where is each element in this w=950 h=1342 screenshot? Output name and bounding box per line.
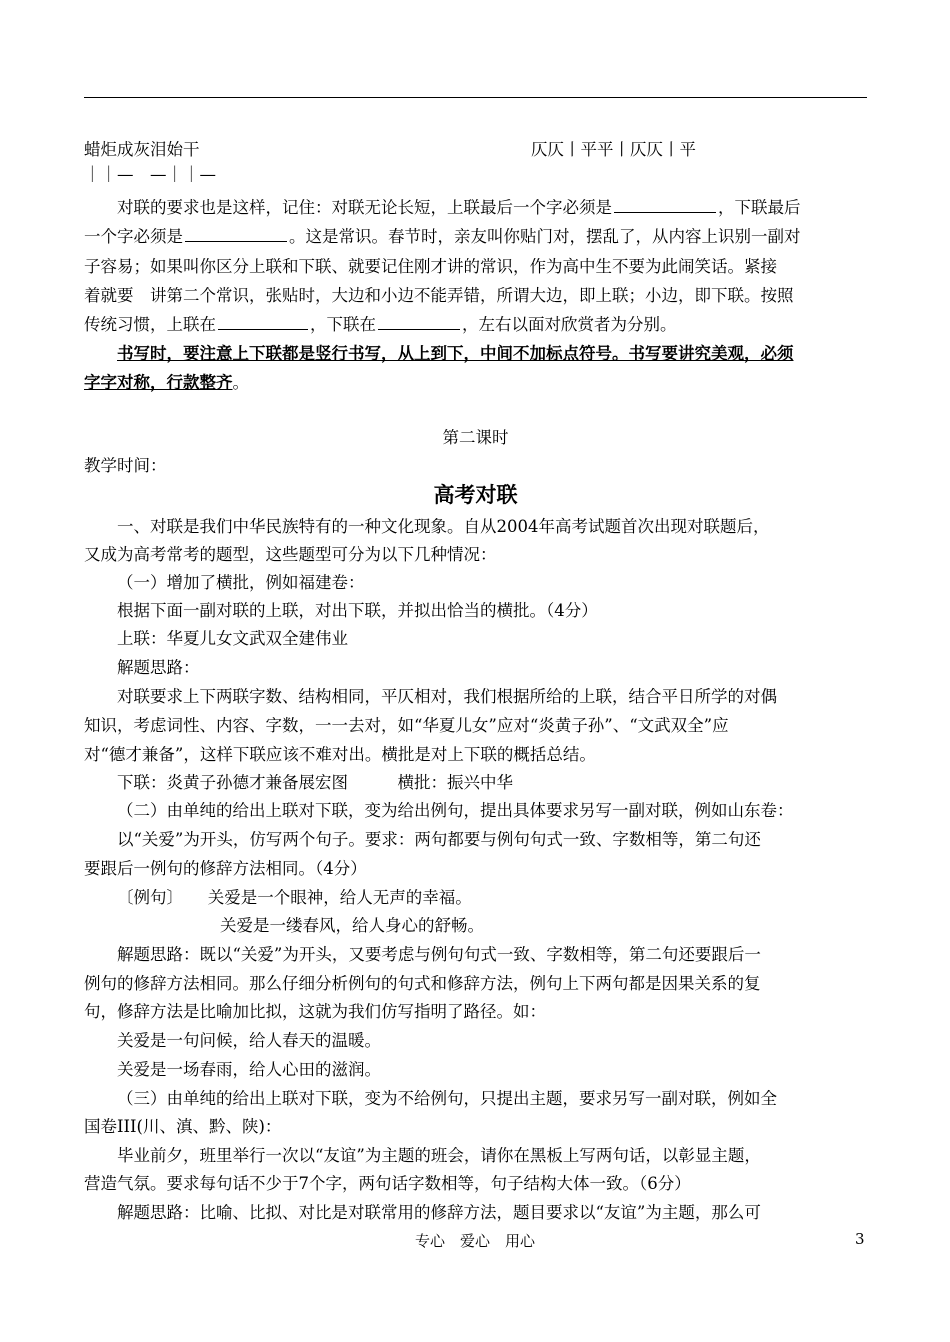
fill-blank[interactable] [185, 224, 287, 242]
bold-text: 字字对称，行款整齐 [84, 373, 233, 392]
body-line: 对“德才兼备”，这样下联应该不难对出。横批是对上下联的概括总结。 [84, 745, 596, 764]
fill-blank[interactable] [614, 195, 716, 213]
paragraph-line: 着就要 讲第二个常识，张贴时，大边和小边不能弄错，所谓大边，即上联；小边，即下联。按照 [84, 286, 794, 305]
body-line: 知识，考虑词性、内容、字数，一一去对，如“华夏儿女”应对“炎黄子孙”、“文武双全”应 [84, 716, 729, 735]
text: ，下联在 [310, 315, 376, 334]
text: 一个字必须是 [84, 227, 183, 246]
tone-marks: ｜｜— —｜｜— [84, 165, 216, 184]
body-line: 上联：华夏儿女文武双全建伟业 [117, 629, 348, 648]
body-line: 根据下面一副对联的上联，对出下联，并拟出恰当的横批。（4分） [117, 601, 598, 620]
paragraph-line: 子容易；如果叫你区分上联和下联、就要记住刚才讲的常识，作为高中生不要为此闹笑话。紧接 [84, 257, 777, 276]
couplet-line [84, 137, 867, 162]
paragraph-line [84, 312, 867, 337]
bold-note [84, 370, 867, 395]
bold-text: 书写时，要注意上下联都是竖行书写，从上到下，中间不加标点符号。书写要讲究美观，必须 [117, 344, 794, 363]
footer-motto: 专心 爱心 用心 [414, 1232, 535, 1250]
body-line: 解题思路：既以“关爱”为开头，又要考虑与例句句式一致、字数相等，第二句还要跟后一 [117, 945, 761, 964]
couplet-text: 蜡炬成灰泪始干 [84, 140, 200, 159]
body-line: （一）增加了横批，例如福建卷： [117, 573, 365, 592]
body-line: 关爱是一句问候，给人春天的温暖。 [117, 1031, 381, 1050]
bold-note [84, 341, 900, 366]
fill-blank[interactable] [218, 312, 308, 330]
body-line: （二）由单纯的给出上联对下联，变为给出例句，提出具体要求另写一副对联，例如山东卷： [117, 801, 794, 820]
body-line: 营造气氛。要求每句话不少于7个字，两句话字数相等，句子结构大体一致。（6分） [84, 1174, 691, 1193]
lesson-heading: 第二课时 [442, 428, 509, 447]
body-line: 一、对联是我们中华民族特有的一种文化现象。自从2004年高考试题首次出现对联题后， [117, 517, 770, 536]
body-line: 对联要求上下两联字数、结构相同，平仄相对，我们根据所给的上联，结合平日所学的对偶 [117, 687, 777, 706]
page-number: 3 [855, 1230, 865, 1248]
body-line: 下联：炎黄子孙德才兼备展宏图 横批：振兴中华 [117, 773, 513, 792]
body-line: 例句的修辞方法相同。那么仔细分析例句的句式和修辞方法，例句上下两句都是因果关系的复 [84, 974, 761, 993]
body-line: 关爱是一场春雨，给人心田的滋润。 [117, 1060, 381, 1079]
text: 传统习惯，上联在 [84, 315, 216, 334]
body-line: 又成为高考常考的题型，这些题型可分为以下几种情况： [84, 545, 497, 564]
section-title: 高考对联 [433, 483, 518, 507]
text: 。这是常识。春节时，亲友叫你贴门对，摆乱了，从内容上识别一副对 [289, 227, 801, 246]
text: ，左右以面对欣赏者为分别。 [462, 315, 677, 334]
body-line: 毕业前夕，班里举行一次以“友谊”为主题的班会，请你在黑板上写两句话，以彰显主题， [117, 1146, 761, 1165]
body-line: （三）由单纯的给出上联对下联，变为不给例句，只提出主题，要求另写一副对联，例如全 [117, 1089, 777, 1108]
body-line: 解题思路：比喻、比拟、对比是对联常用的修辞方法，题目要求以“友谊”为主题，那么可 [117, 1203, 761, 1222]
example-line: 〔例句〕 关爱是一个眼神，给人无声的幸福。 [117, 888, 472, 907]
fill-blank[interactable] [378, 312, 460, 330]
body-line: 解题思路： [117, 658, 200, 677]
teaching-time-label: 教学时间： [84, 456, 167, 475]
text: 对联的要求也是这样，记住：对联无论长短，上联最后一个字必须是 [117, 198, 612, 217]
text: ，下联最后 [718, 198, 801, 217]
text: 。 [232, 373, 249, 392]
body-line: 句，修辞方法是比喻加比拟，这就为我们仿写指明了路径。如： [84, 1002, 546, 1021]
body-line: 国卷III(川、滇、黔、陕)： [84, 1117, 282, 1136]
paragraph-line [84, 195, 900, 220]
paragraph-line [84, 224, 867, 249]
header-rule [84, 97, 867, 98]
body-line: 以“关爱”为开头，仿写两个句子。要求：两句都要与例句句式一致、字数相等，第二句还 [117, 830, 761, 849]
body-line: 要跟后一例句的修辞方法相同。（4分） [84, 859, 367, 878]
example-line: 关爱是一缕春风，给人身心的舒畅。 [220, 916, 484, 935]
tone-pattern: 仄仄丨平平丨仄仄丨平 [531, 140, 696, 159]
